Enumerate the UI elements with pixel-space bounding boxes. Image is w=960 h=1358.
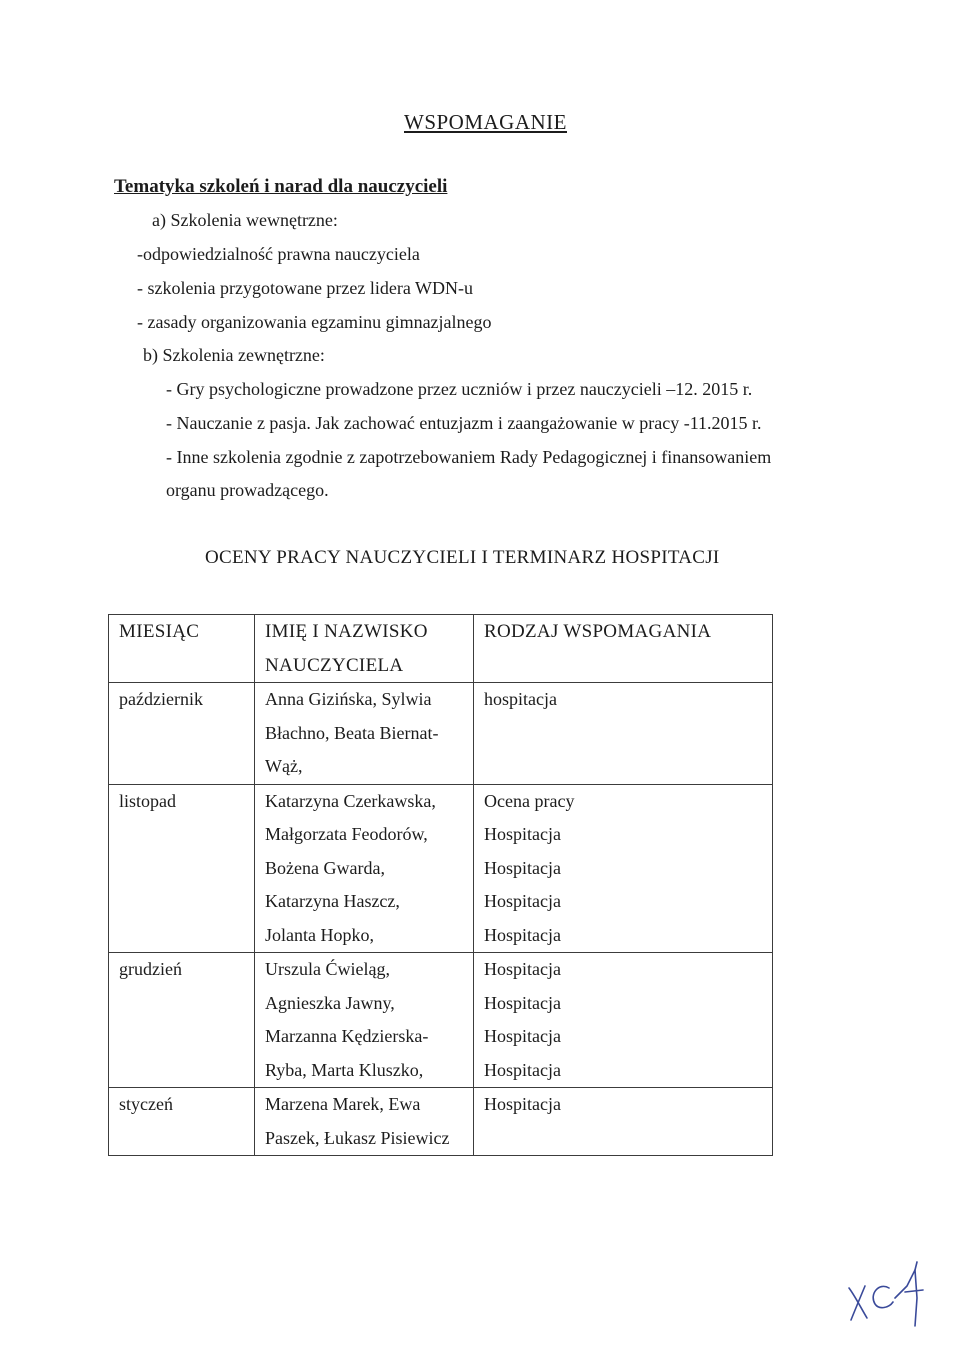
teacher-name-line: Anna Gizińska, Sylwia xyxy=(265,689,432,709)
month-cell xyxy=(109,1088,255,1156)
schedule-table xyxy=(108,614,773,1156)
support-type: Hospitacja xyxy=(484,924,561,945)
page-title: WSPOMAGANIE xyxy=(404,110,567,134)
teacher-name-line: Marzanna Kędzierska- xyxy=(265,1026,429,1046)
month-label: styczeń xyxy=(119,1094,173,1114)
month-label: listopad xyxy=(119,790,176,811)
type-cell xyxy=(474,1088,773,1156)
teacher-name-line: Jolanta Hopko, xyxy=(265,924,374,945)
external-training-label: b) Szkolenia zewnętrzne: xyxy=(143,345,325,365)
schedule-title: OCENY PRACY NAUCZYCIELI I TERMINARZ HOSPITACJI xyxy=(205,547,720,568)
month-label: październik xyxy=(119,689,203,709)
header-type xyxy=(474,615,773,683)
internal-training-label: a) Szkolenia wewnętrzne: xyxy=(152,210,338,230)
table-row xyxy=(109,784,773,953)
external-training-item: - Nauczanie z pasja. Jak zachować entuzjazm i zaangażowanie w pracy -11.2015 r. xyxy=(166,413,762,433)
external-training-item-continuation: organu prowadzącego. xyxy=(166,480,329,500)
teacher-name-line: Paszek, Łukasz Pisiewicz xyxy=(265,1127,450,1148)
month-label: grudzień xyxy=(119,959,182,979)
month-cell xyxy=(109,683,255,785)
support-type: Hospitacja xyxy=(484,1026,561,1046)
teacher-name-line: Bożena Gwarda, xyxy=(265,857,385,878)
header-month-label: MIESIĄC xyxy=(119,621,200,642)
table-row xyxy=(109,1088,773,1156)
teacher-name-line: Katarzyna Haszcz, xyxy=(265,891,400,911)
type-cell xyxy=(474,953,773,1088)
training-heading: Tematyka szkoleń i narad dla nauczycieli xyxy=(114,176,448,197)
type-cell xyxy=(474,784,773,953)
teacher-name-line: Błachno, Beata Biernat- xyxy=(265,722,439,743)
internal-training-item: -odpowiedzialność prawna nauczyciela xyxy=(137,244,420,264)
teacher-name-line: Wąż, xyxy=(265,756,303,776)
names-cell xyxy=(255,784,474,953)
external-training-item: - Inne szkolenia zgodnie z zapotrzebowaniem Rady Pedagogicznej i finansowaniem xyxy=(166,447,772,467)
support-type: hospitacja xyxy=(484,689,557,709)
names-cell xyxy=(255,953,474,1088)
internal-training-item: - szkolenia przygotowane przez lidera WDN-u xyxy=(137,278,474,298)
support-type: Hospitacja xyxy=(484,1094,561,1114)
header-type-label: RODZAJ WSPOMAGANIA xyxy=(484,621,712,642)
header-name-line: NAUCZYCIELA xyxy=(265,654,404,676)
header-name xyxy=(255,615,474,683)
support-type: Hospitacja xyxy=(484,1059,561,1080)
table-row xyxy=(109,953,773,1088)
internal-training-item: - zasady organizowania egzaminu gimnazjalnego xyxy=(137,312,492,332)
header-month xyxy=(109,615,255,683)
table-header-row xyxy=(109,615,773,683)
signature-initials-icon xyxy=(845,1258,927,1330)
teacher-name-line: Ryba, Marta Kluszko, xyxy=(265,1059,424,1080)
support-type: Hospitacja xyxy=(484,891,561,911)
teacher-name-line: Agnieszka Jawny, xyxy=(265,992,395,1013)
type-cell xyxy=(474,683,773,785)
support-type: Hospitacja xyxy=(484,959,561,979)
support-type: Hospitacja xyxy=(484,857,561,878)
table-row xyxy=(109,683,773,785)
month-cell xyxy=(109,953,255,1088)
support-type: Ocena pracy xyxy=(484,790,575,811)
header-name-line: IMIĘ I NAZWISKO xyxy=(265,621,428,642)
teacher-name-line: Marzena Marek, Ewa xyxy=(265,1094,421,1114)
teacher-name-line: Katarzyna Czerkawska, xyxy=(265,790,436,811)
support-type: Hospitacja xyxy=(484,824,561,844)
support-type: Hospitacja xyxy=(484,992,561,1013)
names-cell xyxy=(255,1088,474,1156)
external-training-item: - Gry psychologiczne prowadzone przez uczniów i przez nauczycieli –12. 2015 r. xyxy=(166,379,753,399)
teacher-name-line: Urszula Ćwieląg, xyxy=(265,959,390,979)
month-cell xyxy=(109,784,255,953)
names-cell xyxy=(255,683,474,785)
teacher-name-line: Małgorzata Feodorów, xyxy=(265,824,428,844)
